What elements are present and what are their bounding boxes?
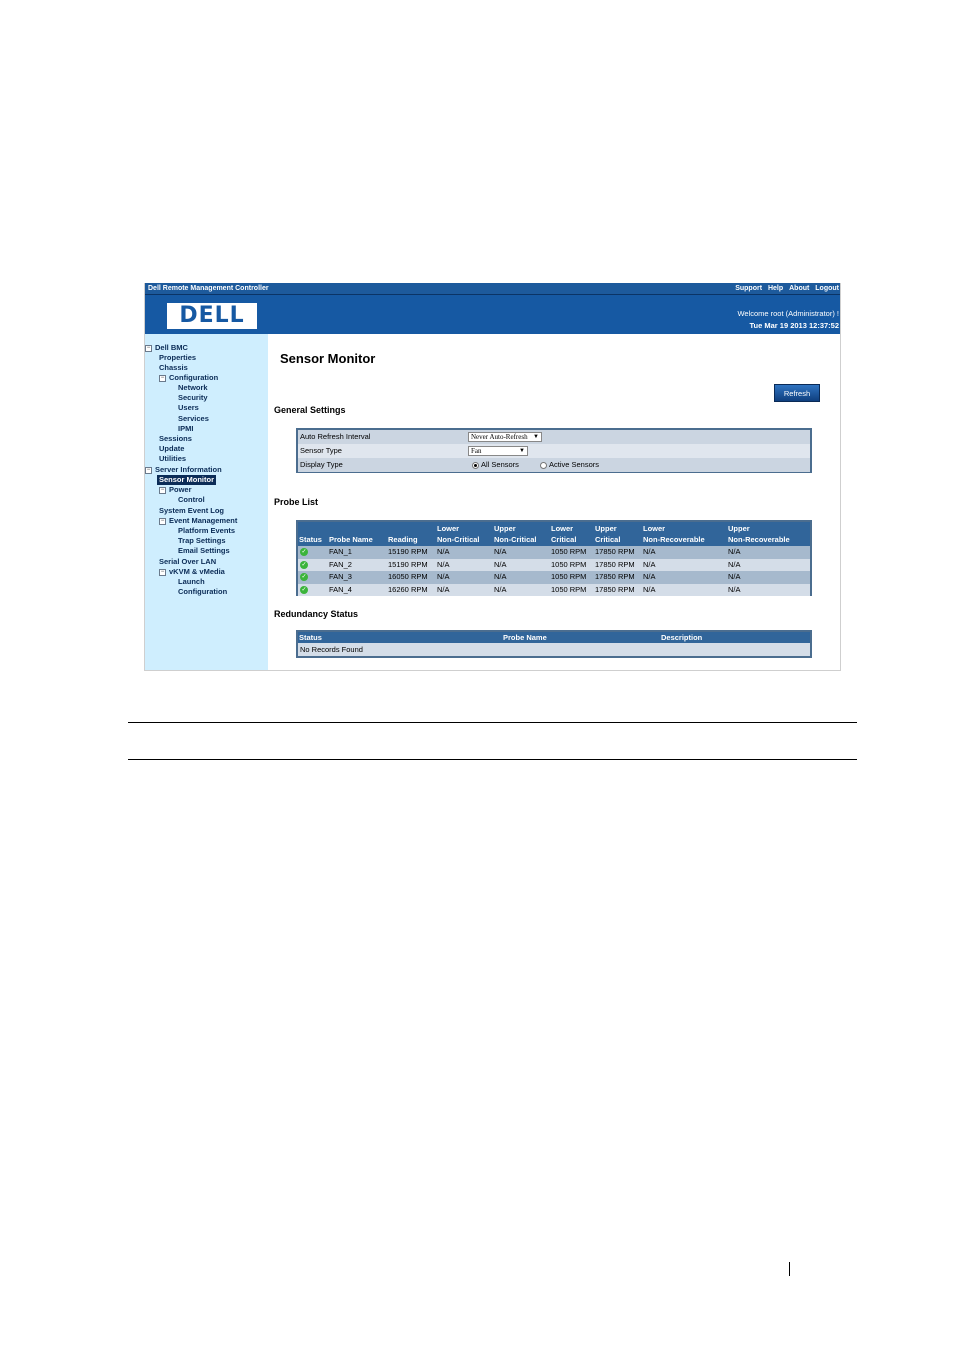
table-row — [298, 546, 810, 559]
tree-chassis[interactable]: Chassis — [159, 363, 188, 372]
tree-sensor-monitor[interactable]: Sensor Monitor — [159, 475, 215, 484]
tree-utilities[interactable]: Utilities — [159, 454, 187, 463]
col-upper-nc-1: Upper — [494, 524, 516, 533]
display-type-label: Display Type — [300, 460, 343, 469]
collapse-icon[interactable]: − — [146, 466, 151, 473]
top-links — [731, 283, 839, 294]
top-bar — [145, 283, 841, 294]
col-upper-nr-1: Upper — [728, 524, 750, 533]
tree-users[interactable]: Users — [178, 403, 199, 412]
probe-lc: 1050 RPM — [551, 572, 587, 581]
auto-refresh-label: Auto Refresh Interval — [300, 432, 371, 441]
refresh-button[interactable]: Refresh — [774, 384, 820, 402]
probe-unr: N/A — [728, 572, 741, 581]
rule-top — [128, 722, 857, 723]
probe-table-header — [298, 522, 810, 546]
status-ok-icon: ✓ — [301, 561, 307, 568]
probe-lnr: N/A — [643, 572, 656, 581]
col-probe-name: Probe Name — [503, 633, 547, 642]
dropdown-arrow-icon: ▼ — [533, 434, 539, 440]
bmc-screenshot — [144, 283, 841, 671]
tree-properties[interactable]: Properties — [159, 353, 197, 362]
col-upper-nr-2: Non-Recoverable — [728, 535, 790, 544]
tree-event-management[interactable]: − Event Management — [160, 516, 238, 525]
display-type-row — [298, 458, 810, 472]
general-settings-table — [296, 428, 812, 473]
welcome-area — [737, 308, 839, 332]
tree-sessions[interactable]: Sessions — [159, 434, 192, 443]
probe-lnc: N/A — [437, 559, 450, 569]
col-upper-c-1: Upper — [595, 524, 617, 533]
probe-name: FAN_3 — [329, 572, 352, 581]
probe-lc: 1050 RPM — [551, 559, 587, 569]
col-lower-nr-1: Lower — [643, 524, 666, 533]
probe-unc: N/A — [494, 559, 507, 569]
col-upper-nc-2: Non-Critical — [494, 535, 537, 544]
probe-lnc: N/A — [437, 584, 450, 594]
collapse-icon[interactable]: − — [146, 344, 151, 351]
probe-unr: N/A — [728, 559, 741, 569]
tree-network[interactable]: Network — [178, 383, 208, 392]
collapse-icon[interactable]: − — [160, 486, 165, 493]
collapse-icon[interactable]: − — [160, 517, 165, 524]
status-ok-icon: ✓ — [301, 549, 307, 555]
col-upper-c-2: Critical — [595, 535, 621, 544]
probe-lnr: N/A — [643, 584, 656, 594]
col-status: Status — [299, 535, 322, 544]
about-link[interactable]: About — [789, 285, 810, 292]
active-sensors-option[interactable]: Active Sensors — [540, 458, 599, 472]
probe-lc: 1050 RPM — [551, 584, 587, 594]
general-settings-heading: General Settings — [274, 405, 346, 415]
probe-reading: 16260 RPM — [388, 584, 428, 594]
rule-bottom — [128, 759, 857, 760]
tree-ipmi[interactable]: IPMI — [178, 424, 194, 433]
probe-uc: 17850 RPM — [595, 547, 635, 556]
col-probe-name: Probe Name — [329, 535, 373, 544]
probe-reading: 16050 RPM — [388, 572, 428, 581]
radio-unselected-icon[interactable] — [540, 462, 547, 469]
tree-power[interactable]: − Power — [160, 485, 192, 494]
probe-lc: 1050 RPM — [551, 547, 587, 556]
tree-email-settings[interactable]: Email Settings — [178, 546, 230, 555]
col-status: Status — [299, 633, 322, 642]
col-lower-c-2: Critical — [551, 535, 577, 544]
col-lower-nr-2: Non-Recoverable — [643, 535, 705, 544]
table-row — [298, 571, 810, 584]
tree-vmedia-configuration[interactable]: Configuration — [178, 587, 228, 596]
probe-lnc: N/A — [437, 572, 450, 581]
tree-launch[interactable]: Launch — [178, 577, 205, 586]
probe-list-table — [296, 520, 812, 596]
probe-name: FAN_4 — [329, 584, 352, 594]
tree-serial-over-lan[interactable]: Serial Over LAN — [159, 557, 217, 566]
logout-link[interactable]: Logout — [815, 285, 839, 292]
tree-security[interactable]: Security — [178, 393, 208, 402]
tree-control[interactable]: Control — [178, 495, 205, 504]
col-lower-c-1: Lower — [551, 524, 574, 533]
col-reading: Reading — [388, 535, 418, 544]
support-link[interactable]: Support — [735, 285, 763, 292]
status-ok-icon: ✓ — [301, 574, 307, 580]
tree-platform-events[interactable]: Platform Events — [178, 526, 236, 535]
redundancy-table-header — [298, 632, 810, 643]
datetime-text: Tue Mar 19 2013 12:37:52 — [749, 321, 839, 330]
col-description: Description — [661, 633, 703, 642]
main-panel — [268, 334, 841, 671]
table-row — [298, 559, 810, 572]
probe-reading: 15190 RPM — [388, 559, 428, 569]
tree-system-event-log[interactable]: System Event Log — [159, 506, 225, 515]
probe-name: FAN_1 — [329, 547, 352, 556]
radio-selected-icon[interactable] — [472, 462, 479, 469]
tree-vkvm-vmedia[interactable]: − vKVM & vMedia — [160, 567, 225, 576]
probe-uc: 17850 RPM — [595, 584, 635, 594]
probe-unc: N/A — [494, 584, 507, 594]
probe-lnr: N/A — [643, 547, 656, 556]
tree-dell-bmc[interactable]: − Dell BMC — [146, 343, 188, 352]
help-link[interactable]: Help — [767, 285, 784, 292]
header-banner — [145, 294, 841, 334]
probe-unc: N/A — [494, 572, 507, 581]
tree-update[interactable]: Update — [159, 444, 185, 453]
collapse-icon[interactable]: − — [160, 374, 165, 381]
probe-lnc: N/A — [437, 547, 450, 556]
app-title: Dell Remote Management Controller — [148, 285, 269, 292]
probe-uc: 17850 RPM — [595, 572, 635, 581]
probe-uc: 17850 RPM — [595, 559, 635, 569]
sensor-type-select[interactable]: Fan ▼ — [468, 446, 528, 456]
status-ok-icon: ✓ — [301, 586, 307, 593]
probe-list-heading: Probe List — [274, 497, 319, 507]
welcome-text: Welcome root (Administrator) ! — [737, 309, 839, 318]
sensor-type-row — [298, 444, 810, 458]
page-margin-mark — [789, 1262, 790, 1276]
probe-unr: N/A — [728, 584, 741, 594]
probe-name: FAN_2 — [329, 559, 352, 569]
col-lower-nc-1: Lower — [437, 524, 460, 533]
probe-unr: N/A — [728, 547, 741, 556]
tree-configuration[interactable]: − Configuration — [160, 373, 219, 382]
table-row: No Records Found — [298, 643, 810, 656]
auto-refresh-row — [298, 430, 810, 444]
probe-reading: 15190 RPM — [388, 547, 428, 556]
probe-unc: N/A — [494, 547, 507, 556]
auto-refresh-select[interactable]: Never Auto-Refresh ▼ — [468, 432, 542, 442]
col-lower-nc-2: Non-Critical — [437, 535, 480, 544]
tree-services[interactable]: Services — [178, 414, 209, 423]
all-sensors-option[interactable]: All Sensors — [472, 458, 519, 472]
page-title: Sensor Monitor — [280, 351, 376, 366]
probe-lnr: N/A — [643, 559, 656, 569]
sensor-type-label: Sensor Type — [300, 446, 342, 455]
tree-server-information[interactable]: − Server Information — [146, 465, 222, 474]
table-row — [298, 584, 810, 597]
dropdown-arrow-icon: ▼ — [519, 448, 525, 454]
tree-trap-settings[interactable]: Trap Settings — [178, 536, 226, 545]
dell-logo: DELL — [167, 303, 257, 329]
sidebar-tree — [145, 334, 268, 671]
collapse-icon[interactable]: − — [160, 568, 165, 575]
redundancy-table — [296, 630, 812, 658]
redundancy-status-heading: Redundancy Status — [274, 609, 359, 619]
